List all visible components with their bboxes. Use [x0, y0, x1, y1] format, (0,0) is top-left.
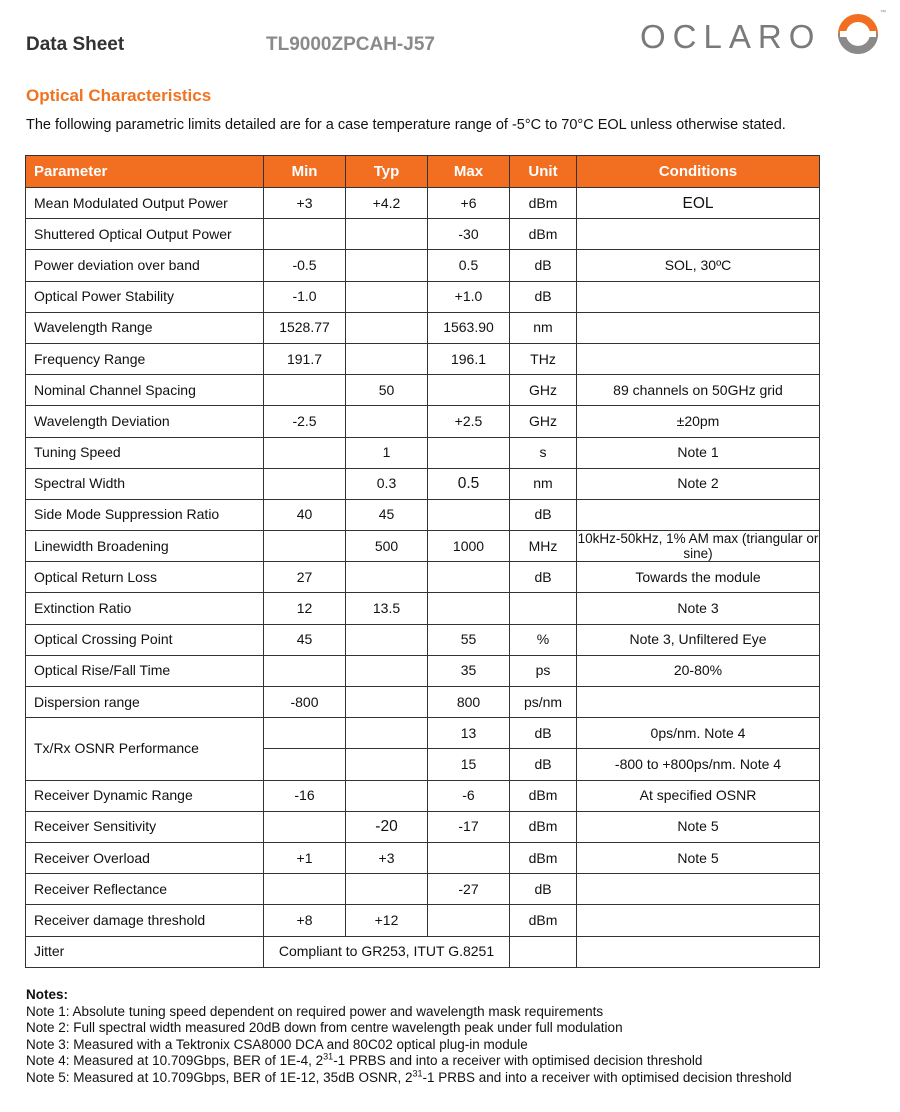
- cell-parameter: Mean Modulated Output Power: [26, 188, 264, 219]
- cell-conditions: [577, 499, 820, 530]
- cell-max: [428, 905, 510, 936]
- cell-min: [264, 749, 346, 780]
- cell-min: [264, 874, 346, 905]
- table-row: [26, 188, 820, 219]
- cell-unit: ps: [510, 655, 577, 686]
- cell-conditions: Note 3: [577, 593, 820, 624]
- cell-min: 45: [264, 624, 346, 655]
- cell-parameter: Linewidth Broadening: [26, 531, 264, 562]
- cell-typ: [346, 749, 428, 780]
- cell-max: [428, 562, 510, 593]
- cell-jitter-value: Compliant to GR253, ITUT G.8251: [264, 936, 510, 967]
- table-row: [26, 811, 820, 842]
- table-row: [26, 499, 820, 530]
- table-row: [26, 562, 820, 593]
- header-parameter: Parameter: [26, 156, 264, 188]
- cell-typ: [346, 624, 428, 655]
- cell-conditions: Note 2: [577, 468, 820, 499]
- cell-max: -17: [428, 811, 510, 842]
- cell-typ: +3: [346, 842, 428, 873]
- cell-min: -800: [264, 687, 346, 718]
- table-row: [26, 624, 820, 655]
- cell-max: -27: [428, 874, 510, 905]
- cell-conditions: ±20pm: [577, 406, 820, 437]
- cell-min: [264, 375, 346, 406]
- cell-typ: +4.2: [346, 188, 428, 219]
- header-typ: Typ: [346, 156, 428, 188]
- table-row: [26, 531, 820, 562]
- table-header-row: [26, 156, 820, 188]
- cell-conditions: 0ps/nm. Note 4: [577, 718, 820, 749]
- cell-min: +1: [264, 842, 346, 873]
- cell-conditions: [577, 343, 820, 374]
- table-row: [26, 219, 820, 250]
- cell-parameter: Shuttered Optical Output Power: [26, 219, 264, 250]
- cell-conditions: [577, 312, 820, 343]
- cell-conditions: SOL, 30ºC: [577, 250, 820, 281]
- header-conditions: Conditions: [577, 156, 820, 188]
- table-row: [26, 780, 820, 811]
- cell-parameter: Optical Return Loss: [26, 562, 264, 593]
- cell-unit: [510, 936, 577, 967]
- cell-conditions: EOL: [577, 188, 820, 219]
- cell-typ: [346, 687, 428, 718]
- cell-parameter: Frequency Range: [26, 343, 264, 374]
- cell-typ: 500: [346, 531, 428, 562]
- cell-typ: 1: [346, 437, 428, 468]
- cell-max: +1.0: [428, 281, 510, 312]
- cell-parameter: Receiver Reflectance: [26, 874, 264, 905]
- note-2: Note 2: Full spectral width measured 20dB down from centre wavelength peak under full modulation: [26, 1020, 623, 1035]
- cell-max: 55: [428, 624, 510, 655]
- cell-parameter: Optical Rise/Fall Time: [26, 655, 264, 686]
- cell-typ: [346, 219, 428, 250]
- cell-parameter: Tx/Rx OSNR Performance: [26, 718, 264, 780]
- cell-max: 1563.90: [428, 312, 510, 343]
- notes-title: Notes:: [26, 987, 69, 1002]
- table-row: [26, 687, 820, 718]
- cell-parameter: Wavelength Deviation: [26, 406, 264, 437]
- cell-typ: [346, 250, 428, 281]
- cell-typ: 45: [346, 499, 428, 530]
- cell-unit: dB: [510, 562, 577, 593]
- cell-unit: dBm: [510, 905, 577, 936]
- table-row: [26, 437, 820, 468]
- cell-conditions: [577, 874, 820, 905]
- doc-type-label: Data Sheet: [26, 34, 125, 55]
- cell-parameter: Extinction Ratio: [26, 593, 264, 624]
- table-row: [26, 281, 820, 312]
- cell-unit: nm: [510, 312, 577, 343]
- cell-parameter: Receiver Sensitivity: [26, 811, 264, 842]
- cell-min: [264, 437, 346, 468]
- oclaro-logo: [640, 10, 890, 60]
- cell-typ: [346, 406, 428, 437]
- cell-conditions: 20-80%: [577, 655, 820, 686]
- cell-typ: [346, 312, 428, 343]
- cell-typ: 13.5: [346, 593, 428, 624]
- cell-typ: [346, 780, 428, 811]
- cell-max: +6: [428, 188, 510, 219]
- cell-max: 13: [428, 718, 510, 749]
- cell-unit: GHz: [510, 406, 577, 437]
- cell-typ: [346, 718, 428, 749]
- cell-unit: nm: [510, 468, 577, 499]
- cell-parameter: Receiver damage threshold: [26, 905, 264, 936]
- cell-unit: GHz: [510, 375, 577, 406]
- cell-max: 800: [428, 687, 510, 718]
- table-row: [26, 468, 820, 499]
- cell-conditions: Note 5: [577, 811, 820, 842]
- cell-conditions: -800 to +800ps/nm. Note 4: [577, 749, 820, 780]
- cell-unit: THz: [510, 343, 577, 374]
- cell-typ: 50: [346, 375, 428, 406]
- oclaro-ring-logo-icon: [836, 12, 880, 56]
- cell-min: [264, 811, 346, 842]
- cell-min: -2.5: [264, 406, 346, 437]
- cell-conditions: [577, 281, 820, 312]
- note-4-text: Note 4: Measured at 10.709Gbps, BER of 1E-4, 2: [26, 1053, 324, 1068]
- cell-conditions: 89 channels on 50GHz grid: [577, 375, 820, 406]
- part-number: TL9000ZPCAH-J57: [266, 34, 435, 55]
- cell-max: 196.1: [428, 343, 510, 374]
- header-min: Min: [264, 156, 346, 188]
- cell-parameter: Side Mode Suppression Ratio: [26, 499, 264, 530]
- note-5-text-end: -1 PRBS and into a receiver with optimised decision threshold: [422, 1069, 792, 1085]
- table-row-osnr: [26, 718, 820, 749]
- cell-min: +8: [264, 905, 346, 936]
- cell-max: [428, 499, 510, 530]
- cell-conditions: Note 3, Unfiltered Eye: [577, 624, 820, 655]
- cell-conditions: [577, 219, 820, 250]
- cell-unit: MHz: [510, 531, 577, 562]
- note-5-exponent: 31: [412, 1068, 423, 1078]
- cell-max: -6: [428, 780, 510, 811]
- cell-max: [428, 593, 510, 624]
- header-unit: Unit: [510, 156, 577, 188]
- cell-conditions: [577, 905, 820, 936]
- cell-unit: s: [510, 437, 577, 468]
- cell-unit: dBm: [510, 842, 577, 873]
- cell-min: [264, 219, 346, 250]
- note-5-text: Note 5: Measured at 10.709Gbps, BER of 1E-12, 35dB OSNR, 2: [26, 1069, 413, 1085]
- page-header: [0, 0, 900, 70]
- table-row-jitter: [26, 936, 820, 967]
- cell-typ: [346, 655, 428, 686]
- cell-typ: [346, 562, 428, 593]
- cell-min: 40: [264, 499, 346, 530]
- table-row: [26, 312, 820, 343]
- cell-min: [264, 468, 346, 499]
- cell-conditions: Towards the module: [577, 562, 820, 593]
- cell-typ: 0.3: [346, 468, 428, 499]
- cell-conditions: [577, 936, 820, 967]
- cell-min: -16: [264, 780, 346, 811]
- cell-min: [264, 718, 346, 749]
- table-row: [26, 406, 820, 437]
- cell-max: 0.5: [428, 250, 510, 281]
- cell-unit: dBm: [510, 811, 577, 842]
- cell-unit: ps/nm: [510, 687, 577, 718]
- note-1: Note 1: Absolute tuning speed dependent on required power and wavelength mask requirements: [26, 1003, 604, 1019]
- cell-unit: dBm: [510, 188, 577, 219]
- cell-parameter: Receiver Overload: [26, 842, 264, 873]
- cell-unit: dB: [510, 499, 577, 530]
- cell-unit: [510, 593, 577, 624]
- table-body: [26, 188, 820, 968]
- cell-min: 1528.77: [264, 312, 346, 343]
- cell-unit: dB: [510, 749, 577, 780]
- cell-parameter: Jitter: [26, 936, 264, 967]
- table-row: [26, 343, 820, 374]
- cell-conditions: [577, 687, 820, 718]
- cell-max: 15: [428, 749, 510, 780]
- trademark-symbol: ™: [880, 10, 886, 16]
- table-row: [26, 250, 820, 281]
- cell-unit: dB: [510, 718, 577, 749]
- note-4-text-end: -1 PRBS and into a receiver with optimised decision threshold: [333, 1053, 703, 1068]
- cell-parameter: Receiver Dynamic Range: [26, 780, 264, 811]
- header-max: Max: [428, 156, 510, 188]
- cell-unit: dBm: [510, 219, 577, 250]
- cell-parameter: Dispersion range: [26, 687, 264, 718]
- section-title: Optical Characteristics: [26, 86, 212, 105]
- cell-typ: [346, 343, 428, 374]
- cell-unit: dB: [510, 250, 577, 281]
- cell-unit: %: [510, 624, 577, 655]
- cell-max: 35: [428, 655, 510, 686]
- intro-paragraph: The following parametric limits detailed are for a case temperature range of -5°C to 70°C EOL unless otherwise stated.: [26, 117, 786, 133]
- table-row: [26, 874, 820, 905]
- table-row: [26, 375, 820, 406]
- cell-conditions: At specified OSNR: [577, 780, 820, 811]
- cell-conditions: Note 5: [577, 842, 820, 873]
- cell-min: -1.0: [264, 281, 346, 312]
- cell-conditions: Note 1: [577, 437, 820, 468]
- cell-unit: dB: [510, 281, 577, 312]
- cell-max: -30: [428, 219, 510, 250]
- table-row: [26, 593, 820, 624]
- cell-unit: dB: [510, 874, 577, 905]
- note-3: Note 3: Measured with a Tektronix CSA8000 DCA and 80C02 optical plug-in module: [26, 1036, 528, 1052]
- cell-min: +3: [264, 188, 346, 219]
- cell-conditions: 10kHz-50kHz, 1% AM max (triangular or sine): [577, 531, 819, 562]
- cell-min: 12: [264, 593, 346, 624]
- cell-min: [264, 655, 346, 686]
- cell-parameter: Spectral Width: [26, 468, 264, 499]
- table-row: [26, 655, 820, 686]
- cell-parameter: Tuning Speed: [26, 437, 264, 468]
- note-4: [26, 1053, 792, 1070]
- cell-typ: -20: [346, 811, 428, 842]
- note-5: [26, 1070, 792, 1087]
- cell-parameter: Wavelength Range: [26, 312, 264, 343]
- cell-unit: dBm: [510, 780, 577, 811]
- cell-max: 0.5: [428, 468, 510, 499]
- notes-section: [26, 987, 792, 1086]
- cell-max: 1000: [428, 531, 510, 562]
- note-4-exponent: 31: [323, 1051, 334, 1062]
- cell-typ: [346, 281, 428, 312]
- cell-max: +2.5: [428, 406, 510, 437]
- cell-parameter: Optical Power Stability: [26, 281, 264, 312]
- cell-parameter: Optical Crossing Point: [26, 624, 264, 655]
- cell-min: [264, 531, 346, 562]
- cell-min: 27: [264, 562, 346, 593]
- cell-max: [428, 375, 510, 406]
- cell-max: [428, 842, 510, 873]
- cell-max: [428, 437, 510, 468]
- logo-text: OCLARO: [640, 18, 822, 55]
- cell-parameter: Power deviation over band: [26, 250, 264, 281]
- cell-typ: [346, 874, 428, 905]
- table-row: [26, 905, 820, 936]
- cell-min: -0.5: [264, 250, 346, 281]
- table-row: [26, 842, 820, 873]
- optical-characteristics-table: [25, 155, 820, 968]
- cell-min: 191.7: [264, 343, 346, 374]
- cell-typ: +12: [346, 905, 428, 936]
- cell-parameter: Nominal Channel Spacing: [26, 375, 264, 406]
